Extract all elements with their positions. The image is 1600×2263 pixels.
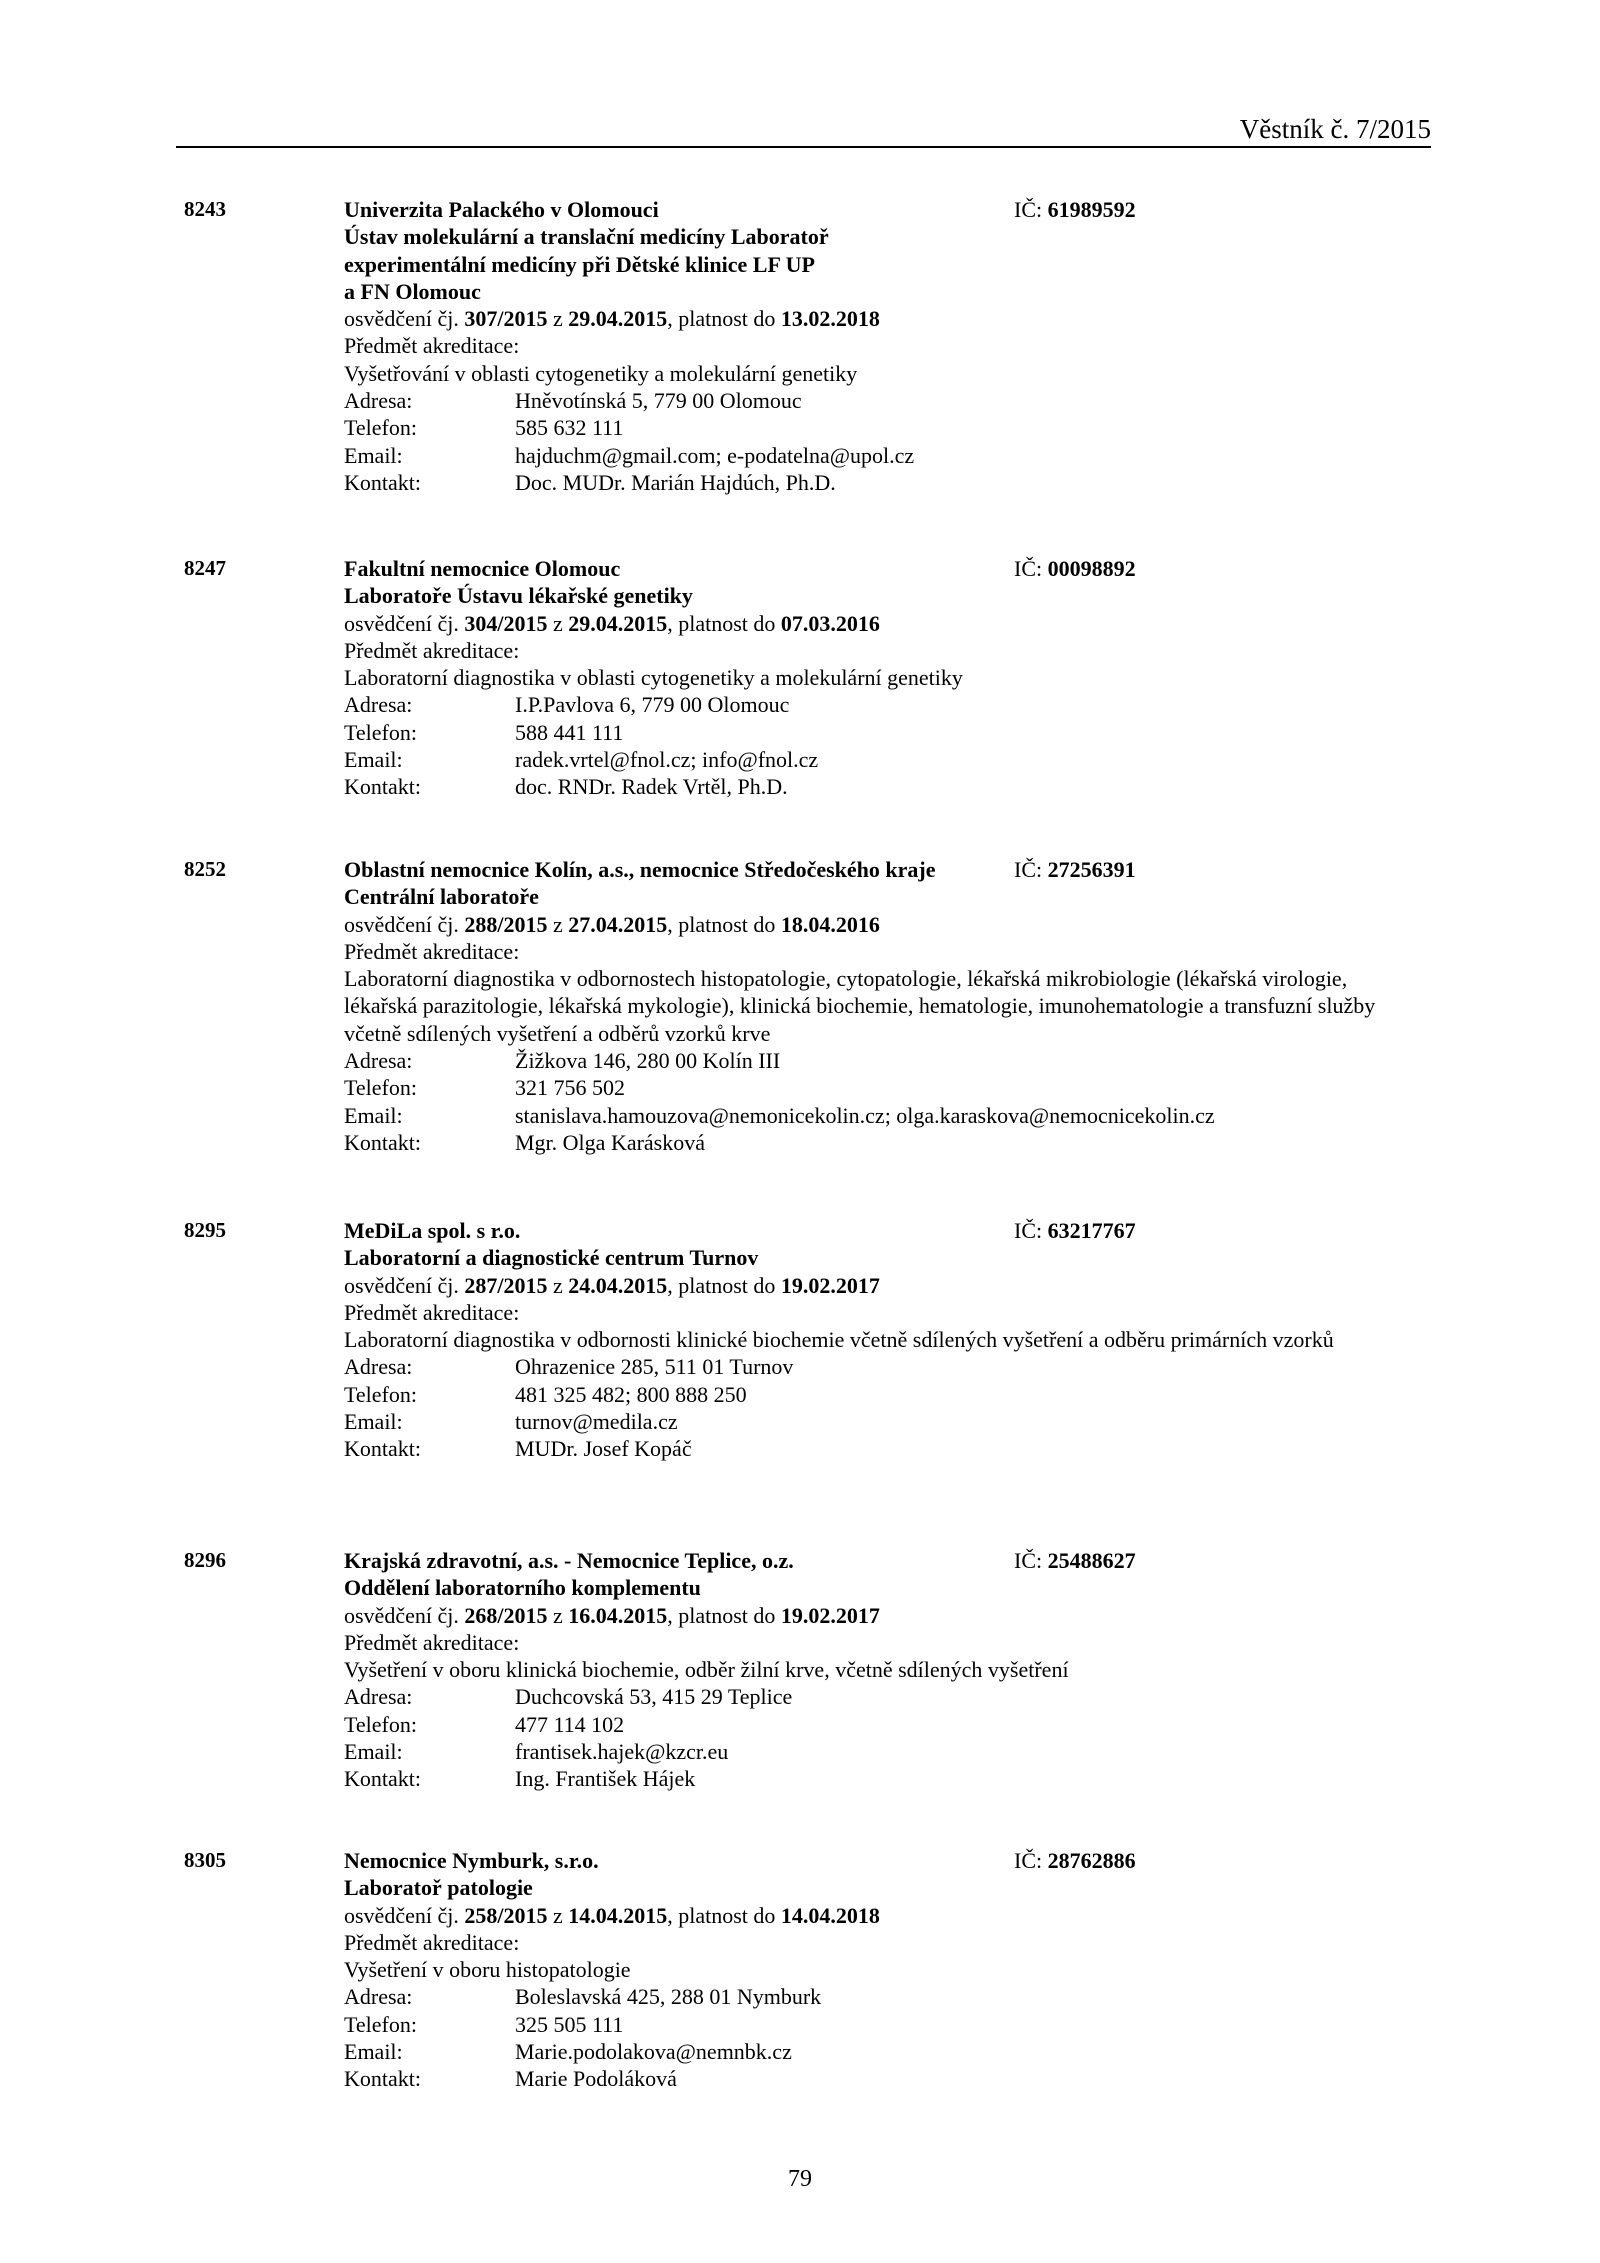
valid-until: 18.04.2016	[780, 911, 880, 937]
organization-line	[344, 555, 1404, 582]
entry-body	[344, 1547, 1404, 1793]
phone-value: 588 441 111	[515, 719, 624, 745]
address-row	[344, 1683, 1404, 1710]
certificate-label: osvědčení čj.	[344, 610, 465, 636]
phone-row	[344, 414, 1404, 441]
ic-field	[1014, 1847, 1136, 1874]
address-value: Hněvotínská 5, 779 00 Olomouc	[515, 388, 802, 414]
ic-value: 00098892	[1047, 556, 1136, 581]
workplace-line: Laboratoř patologie	[344, 1875, 533, 1901]
validity-label: , platnost do	[667, 911, 781, 937]
subject-label: Předmět akreditace:	[344, 938, 520, 964]
ic-field	[1014, 856, 1136, 883]
page-header	[176, 112, 1431, 148]
subject-text: Vyšetření v oboru histopatologie	[344, 1957, 631, 1983]
workplace-line: experimentální medicíny při Dětské klinice LF UP	[344, 251, 815, 277]
subject-text: Laboratorní diagnostika v oblasti cytogenetiky a molekulární genetiky	[344, 665, 963, 691]
validity-label: , platnost do	[667, 306, 781, 332]
entry-body	[344, 196, 1404, 496]
ic-value: 61989592	[1047, 197, 1136, 222]
address-row	[344, 1983, 1404, 2010]
valid-until: 19.02.2017	[780, 1602, 880, 1628]
workplace-line: Centrální laboratoře	[344, 884, 539, 910]
entry-number: 8305	[184, 1848, 226, 1872]
subject-label: Předmět akreditace:	[344, 1929, 520, 1955]
ic-value: 63217767	[1047, 1218, 1136, 1243]
date-from-label: z	[547, 306, 569, 332]
phone-label: Telefon:	[344, 719, 417, 745]
organization-name: MeDiLa spol. s r.o.	[344, 1218, 521, 1243]
workplace-line: Oddělení laboratorního komplementu	[344, 1575, 701, 1601]
address-row	[344, 1047, 1404, 1074]
validity-label: , platnost do	[667, 1272, 781, 1298]
contact-row	[344, 1129, 1404, 1156]
ic-field	[1014, 1547, 1136, 1574]
subject-text: Vyšetřování v oblasti cytogenetiky a molekulární genetiky	[344, 360, 858, 386]
contact-row	[344, 2065, 1404, 2092]
workplace-line: Laboratorní a diagnostické centrum Turnov	[344, 1245, 759, 1271]
phone-label: Telefon:	[344, 2011, 417, 2037]
certificate-number: 287/2015	[464, 1272, 548, 1298]
address-label: Adresa:	[344, 1984, 413, 2010]
entry-number: 8296	[184, 1548, 226, 1572]
certificate-date: 24.04.2015	[568, 1272, 668, 1298]
phone-value: 321 756 502	[515, 1075, 625, 1101]
address-row	[344, 691, 1404, 718]
address-value: I.P.Pavlova 6, 779 00 Olomouc	[515, 692, 790, 718]
entry-number: 8252	[184, 857, 226, 881]
phone-row	[344, 1381, 1404, 1408]
email-label: Email:	[344, 1739, 403, 1765]
address-label: Adresa:	[344, 692, 413, 718]
organization-name: Nemocnice Nymburk, s.r.o.	[344, 1848, 599, 1873]
certificate-date: 29.04.2015	[568, 610, 668, 636]
entry-body	[344, 555, 1404, 801]
validity-label: , platnost do	[667, 1602, 781, 1628]
workplace-block	[344, 223, 1404, 305]
entry-body	[344, 1847, 1404, 2093]
entry-body	[344, 1217, 1404, 1463]
email-row	[344, 1102, 1404, 1129]
entry-number: 8295	[184, 1218, 226, 1242]
valid-until: 07.03.2016	[780, 610, 880, 636]
contact-label: Kontakt:	[344, 1129, 421, 1155]
valid-until: 19.02.2017	[780, 1272, 880, 1298]
phone-value: 325 505 111	[515, 2011, 624, 2037]
phone-label: Telefon:	[344, 1711, 417, 1737]
ic-field	[1014, 1217, 1136, 1244]
email-label: Email:	[344, 1102, 403, 1128]
date-from-label: z	[547, 1272, 569, 1298]
email-value: frantisek.hajek@kzcr.eu	[515, 1739, 729, 1765]
contact-value: doc. RNDr. Radek Vrtěl, Ph.D.	[515, 774, 788, 800]
phone-row	[344, 719, 1404, 746]
email-row	[344, 2038, 1404, 2065]
certificate-label: osvědčení čj.	[344, 1602, 465, 1628]
date-from-label: z	[547, 1602, 569, 1628]
certificate-line	[344, 1602, 1404, 1629]
phone-row	[344, 2011, 1404, 2038]
organization-name: Krajská zdravotní, a.s. - Nemocnice Teplice, o.z.	[344, 1548, 794, 1573]
address-value: Boleslavská 425, 288 01 Nymburk	[515, 1984, 822, 2010]
valid-until: 13.02.2018	[780, 306, 880, 332]
certificate-line	[344, 911, 1404, 938]
subject-label: Předmět akreditace:	[344, 333, 520, 359]
contact-value: Doc. MUDr. Marián Hajdúch, Ph.D.	[515, 469, 836, 495]
organization-name: Oblastní nemocnice Kolín, a.s., nemocnice Středočeského kraje	[344, 857, 936, 882]
phone-row	[344, 1074, 1404, 1101]
ic-value: 25488627	[1047, 1548, 1136, 1573]
contact-label: Kontakt:	[344, 469, 421, 495]
validity-label: , platnost do	[667, 610, 781, 636]
phone-row	[344, 1711, 1404, 1738]
ic-label: IČ:	[1014, 556, 1048, 581]
certificate-label: osvědčení čj.	[344, 1272, 465, 1298]
email-value: turnov@medila.cz	[515, 1409, 678, 1435]
email-value: hajduchm@gmail.com; e-podatelna@upol.cz	[515, 442, 915, 468]
entry-number: 8243	[184, 197, 226, 221]
entry-number: 8247	[184, 556, 226, 580]
ic-label: IČ:	[1014, 1218, 1048, 1243]
organization-line	[344, 196, 1404, 223]
address-row	[344, 1353, 1404, 1380]
address-label: Adresa:	[344, 1048, 413, 1074]
certificate-line	[344, 1272, 1404, 1299]
workplace-line: Ústav molekulární a translační medicíny Laboratoř	[344, 224, 829, 250]
contact-value: Mgr. Olga Karásková	[515, 1129, 706, 1155]
organization-name: Fakultní nemocnice Olomouc	[344, 556, 621, 581]
organization-line	[344, 1847, 1404, 1874]
validity-label: , platnost do	[667, 1902, 781, 1928]
ic-value: 27256391	[1047, 857, 1136, 882]
phone-value: 477 114 102	[515, 1711, 625, 1737]
address-label: Adresa:	[344, 1354, 413, 1380]
valid-until: 14.04.2018	[780, 1902, 880, 1928]
email-value: Marie.podolakova@nemnbk.cz	[515, 2039, 792, 2065]
certificate-date: 14.04.2015	[568, 1902, 668, 1928]
contact-row	[344, 1765, 1404, 1792]
ic-field	[1014, 555, 1136, 582]
subject-text: Laboratorní diagnostika v odbornosti klinické biochemie včetně sdílených vyšetření a odběru primárních vzorků	[344, 1327, 1334, 1353]
certificate-label: osvědčení čj.	[344, 1902, 465, 1928]
ic-field	[1014, 196, 1136, 223]
address-row	[344, 387, 1404, 414]
email-row	[344, 1408, 1404, 1435]
certificate-date: 29.04.2015	[568, 306, 668, 332]
certificate-date: 27.04.2015	[568, 911, 668, 937]
ic-label: IČ:	[1014, 1848, 1048, 1873]
organization-line	[344, 1547, 1404, 1574]
subject-label: Předmět akreditace:	[344, 1629, 520, 1655]
contact-value: MUDr. Josef Kopáč	[515, 1436, 692, 1462]
certificate-label: osvědčení čj.	[344, 306, 465, 332]
phone-value: 585 632 111	[515, 415, 624, 441]
organization-name: Univerzita Palackého v Olomouci	[344, 197, 659, 222]
contact-row	[344, 1435, 1404, 1462]
workplace-block	[344, 582, 1404, 609]
email-label: Email:	[344, 747, 403, 773]
email-row	[344, 1738, 1404, 1765]
ic-label: IČ:	[1014, 1548, 1048, 1573]
contact-row	[344, 773, 1404, 800]
subject-text: Vyšetření v oboru klinická biochemie, odběr žilní krve, včetně sdílených vyšetření	[344, 1657, 1069, 1683]
date-from-label: z	[547, 1902, 569, 1928]
bulletin-title: Věstník č. 7/2015	[1239, 114, 1431, 144]
phone-label: Telefon:	[344, 1075, 417, 1101]
ic-label: IČ:	[1014, 197, 1048, 222]
contact-row	[344, 469, 1404, 496]
phone-label: Telefon:	[344, 1381, 417, 1407]
email-row	[344, 442, 1404, 469]
date-from-label: z	[547, 610, 569, 636]
address-value: Žižkova 146, 280 00 Kolín III	[515, 1048, 781, 1074]
contact-value: Ing. František Hájek	[515, 1766, 696, 1792]
workplace-line: a FN Olomouc	[344, 278, 481, 304]
certificate-date: 16.04.2015	[568, 1602, 668, 1628]
address-value: Duchcovská 53, 415 29 Teplice	[515, 1684, 793, 1710]
contact-label: Kontakt:	[344, 774, 421, 800]
workplace-block	[344, 1874, 1404, 1901]
organization-line	[344, 856, 1404, 883]
certificate-number: 258/2015	[464, 1902, 548, 1928]
phone-label: Telefon:	[344, 415, 417, 441]
email-value: radek.vrtel@fnol.cz; info@fnol.cz	[515, 747, 819, 773]
certificate-line	[344, 305, 1404, 332]
certificate-number: 307/2015	[464, 306, 548, 332]
email-label: Email:	[344, 1409, 403, 1435]
email-label: Email:	[344, 2039, 403, 2065]
certificate-label: osvědčení čj.	[344, 911, 465, 937]
certificate-line	[344, 1902, 1404, 1929]
page-number: 79	[788, 2166, 812, 2192]
workplace-block	[344, 883, 1404, 910]
email-label: Email:	[344, 442, 403, 468]
address-label: Adresa:	[344, 388, 413, 414]
subject-label: Předmět akreditace:	[344, 1299, 520, 1325]
certificate-line	[344, 610, 1404, 637]
address-value: Ohrazenice 285, 511 01 Turnov	[515, 1354, 794, 1380]
entry-body	[344, 856, 1404, 1156]
workplace-block	[344, 1244, 1404, 1271]
certificate-number: 268/2015	[464, 1602, 548, 1628]
phone-value: 481 325 482; 800 888 250	[515, 1381, 747, 1407]
ic-value: 28762886	[1047, 1848, 1136, 1873]
contact-label: Kontakt:	[344, 1766, 421, 1792]
ic-label: IČ:	[1014, 857, 1048, 882]
email-row	[344, 746, 1404, 773]
address-label: Adresa:	[344, 1684, 413, 1710]
subject-label: Předmět akreditace:	[344, 637, 520, 663]
contact-value: Marie Podoláková	[515, 2066, 677, 2092]
contact-label: Kontakt:	[344, 2066, 421, 2092]
certificate-number: 288/2015	[464, 911, 548, 937]
workplace-block	[344, 1574, 1404, 1601]
date-from-label: z	[547, 911, 569, 937]
subject-text: Laboratorní diagnostika v odbornostech histopatologie, cytopatologie, lékařská mikrobiologie (lékařská virologie, lékařská parazitologie, lékařská mykologie), klinická biochemie, hematologie, imunohematologie a transfuzní služby včetně sdílených vyšetření a odběrů vzorků krve	[344, 966, 1376, 1046]
workplace-line: Laboratoře Ústavu lékařské genetiky	[344, 583, 693, 609]
email-value: stanislava.hamouzova@nemonicekolin.cz; olga.karaskova@nemocnicekolin.cz	[515, 1102, 1215, 1128]
organization-line	[344, 1217, 1404, 1244]
contact-label: Kontakt:	[344, 1436, 421, 1462]
certificate-number: 304/2015	[464, 610, 548, 636]
